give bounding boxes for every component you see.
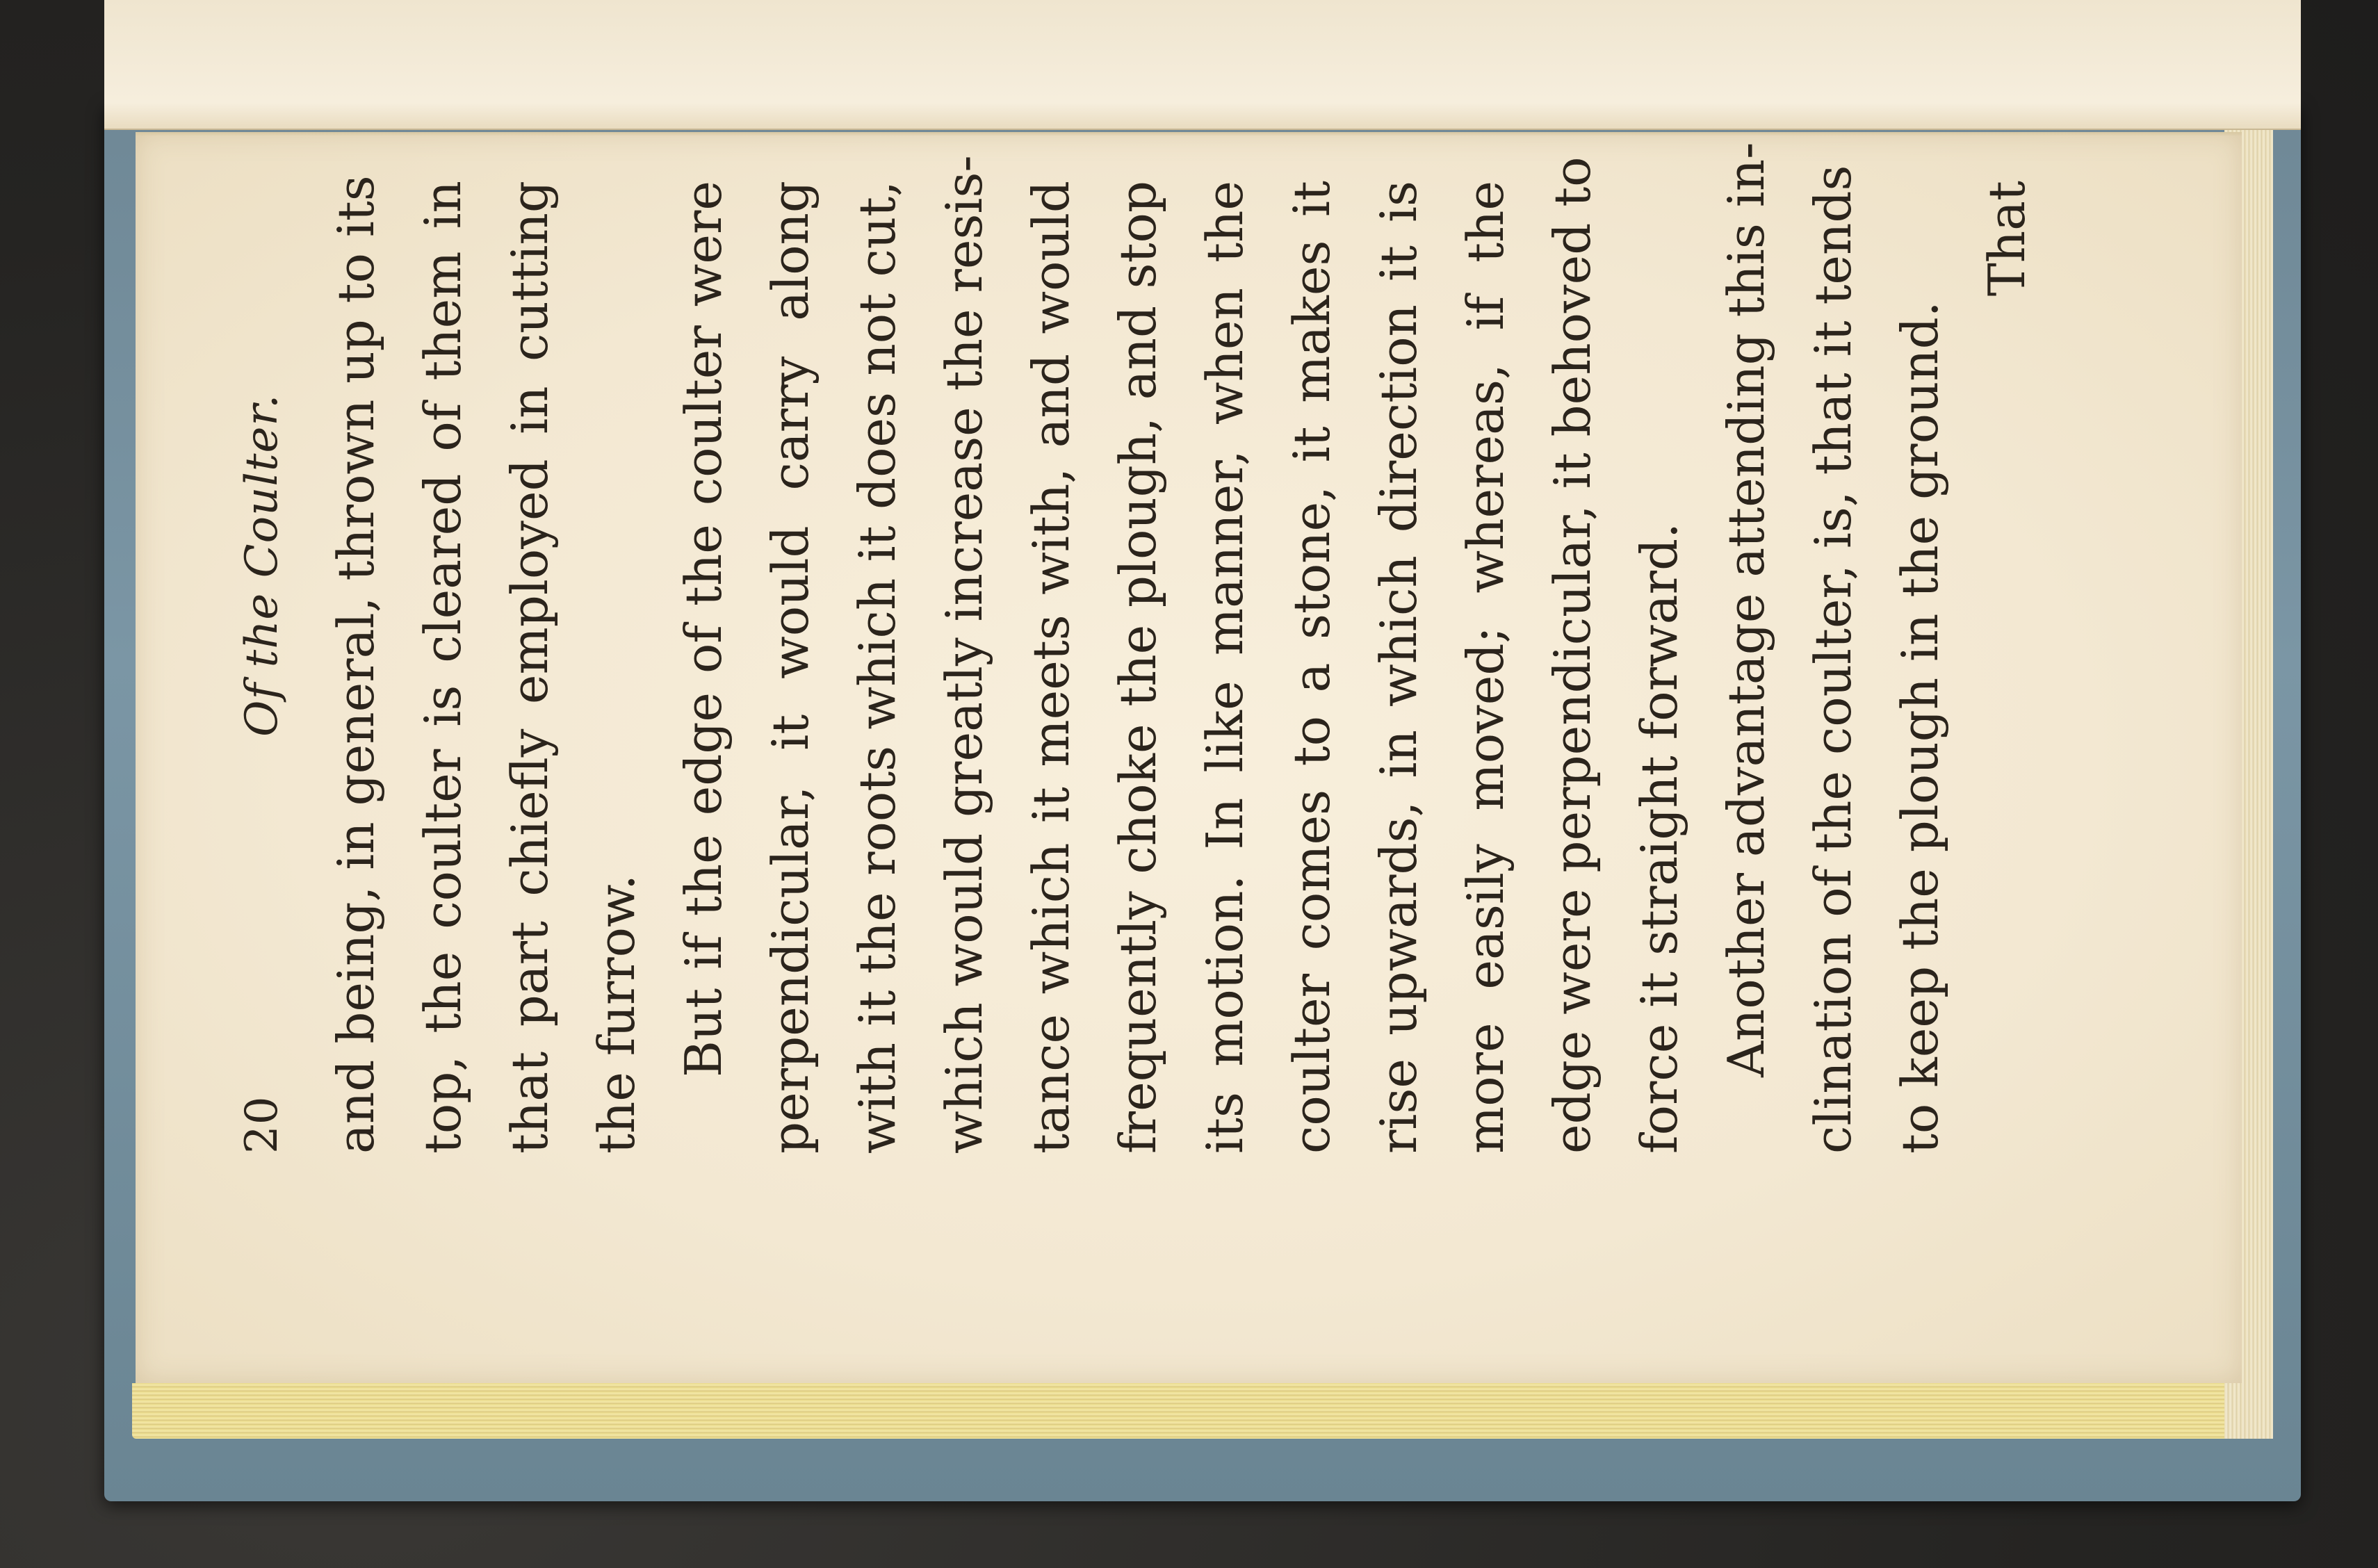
running-title: Of the Coulter. [236,393,288,737]
text-line: clination of the coulter, is, that it tends [1804,165,1862,1154]
text-line: force it straight forward. [1630,523,1688,1154]
page-header [236,181,313,1154]
page-number: 20 [236,1095,288,1154]
text-line: more easily moved; whereas, if the [1456,181,1515,1154]
facing-page [104,0,2301,130]
text-line: which would greatly increase the resis- [935,155,993,1154]
text-line: coulter comes to a stone, it makes it [1282,181,1341,1154]
gutter-shadow [136,132,2242,136]
text-line: with it the roots which it does not cut, [848,181,906,1154]
text-line: Another advantage attending this in- [1717,142,1775,1077]
catchword: That [1978,181,2036,297]
text-line: its motion. In like manner, when the [1196,181,1254,1154]
text-line: and being, in general, thrown up to its [327,175,385,1154]
text-line: tance which it meets with, and would [1022,181,1080,1154]
text-line: that part chiefly employed in cutting [500,181,559,1154]
text-line: perpendicular, it would carry along [761,181,820,1154]
text-line: to keep the plough in the ground. [1891,301,1949,1154]
text-line: frequently choke the plough, and stop [1109,181,1167,1154]
text-line: edge were perpendicular, it behoved to [1543,156,1602,1154]
page-edge-bottom [132,1383,2245,1439]
text-line: rise upwards, in which direction it is [1369,181,1428,1154]
text-line: the furrow. [587,874,646,1154]
text-line: But if the edge of the coulter were [674,181,733,1077]
text-line: top, the coulter is cleared of them in [414,181,472,1154]
page-text-block [236,142,2134,1154]
